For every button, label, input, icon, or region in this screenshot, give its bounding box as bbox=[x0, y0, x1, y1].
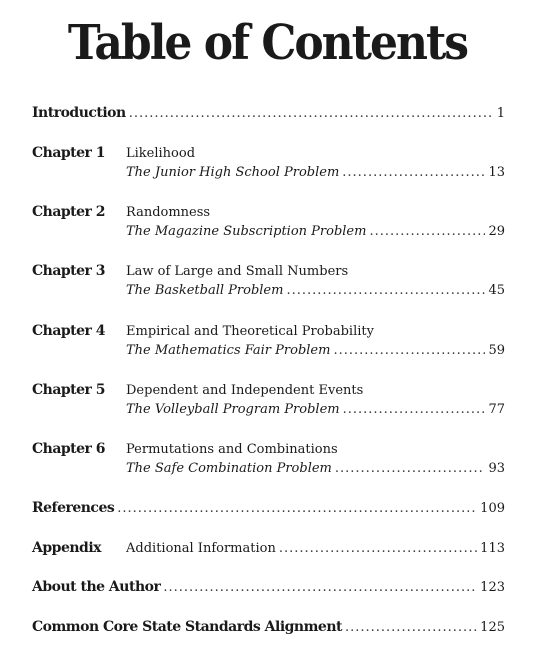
chapter-problem: The Junior High School Problem bbox=[126, 165, 340, 180]
toc-entry-chapter-4[interactable] bbox=[32, 322, 505, 341]
dot-leader bbox=[279, 540, 477, 558]
chapter-label: Chapter 1 bbox=[32, 145, 106, 161]
toc-entry-chapter-1-problem[interactable] bbox=[32, 164, 505, 182]
page-number: 29 bbox=[488, 224, 505, 239]
dot-leader bbox=[335, 460, 486, 478]
toc-entry-about-author[interactable] bbox=[32, 578, 505, 597]
page-number: 45 bbox=[488, 283, 505, 298]
toc-entry-introduction[interactable] bbox=[32, 104, 505, 123]
chapter-label: Chapter 5 bbox=[32, 382, 106, 398]
dot-leader bbox=[342, 164, 485, 182]
page-number: 125 bbox=[480, 620, 505, 635]
toc-entry-standards-alignment[interactable] bbox=[32, 618, 505, 637]
page-number: 59 bbox=[488, 343, 505, 358]
entry-label: About the Author bbox=[32, 579, 161, 595]
chapter-label: Chapter 6 bbox=[32, 441, 106, 457]
toc-entry-chapter-6[interactable] bbox=[32, 440, 505, 459]
toc-entry-chapter-2-problem[interactable] bbox=[32, 223, 505, 241]
chapter-label: Chapter 4 bbox=[32, 323, 106, 339]
chapter-problem: The Volleyball Program Problem bbox=[126, 402, 340, 417]
page-number: 113 bbox=[480, 541, 505, 556]
page-title: Table of Contents bbox=[67, 15, 468, 71]
entry-label: Appendix bbox=[32, 540, 101, 556]
dot-leader bbox=[286, 282, 485, 300]
page-number: 123 bbox=[480, 580, 505, 595]
dot-leader bbox=[333, 342, 485, 360]
dot-leader bbox=[369, 223, 485, 241]
toc-entry-chapter-5-problem[interactable] bbox=[32, 401, 505, 419]
dot-leader bbox=[345, 619, 477, 637]
chapter-problem: The Safe Combination Problem bbox=[126, 461, 332, 476]
toc-entry-chapter-4-problem[interactable] bbox=[32, 342, 505, 360]
toc-entry-chapter-1[interactable] bbox=[32, 144, 505, 163]
dot-leader bbox=[343, 401, 486, 419]
toc-entry-chapter-3[interactable] bbox=[32, 262, 505, 281]
appendix-subtitle: Additional Information bbox=[126, 541, 276, 556]
page-number: 109 bbox=[480, 501, 505, 516]
dot-leader bbox=[117, 500, 477, 518]
chapter-label: Chapter 2 bbox=[32, 204, 106, 220]
toc-entry-chapter-5[interactable] bbox=[32, 381, 505, 400]
chapter-topic: Likelihood bbox=[126, 146, 196, 161]
chapter-topic: Dependent and Independent Events bbox=[126, 383, 364, 398]
chapter-topic: Randomness bbox=[126, 205, 211, 220]
page-number: 77 bbox=[488, 402, 505, 417]
chapter-problem: The Magazine Subscription Problem bbox=[126, 224, 367, 239]
entry-label: Introduction bbox=[32, 105, 126, 121]
dot-leader bbox=[129, 105, 494, 123]
dot-leader bbox=[163, 579, 477, 597]
chapter-topic: Law of Large and Small Numbers bbox=[126, 264, 349, 279]
chapter-label: Chapter 3 bbox=[32, 263, 106, 279]
chapter-topic: Permutations and Combinations bbox=[126, 442, 338, 457]
page-number: 1 bbox=[496, 106, 505, 121]
chapter-problem: The Basketball Problem bbox=[126, 283, 284, 298]
toc-entry-appendix[interactable] bbox=[32, 539, 505, 558]
toc-entry-chapter-2[interactable] bbox=[32, 203, 505, 222]
page-number: 93 bbox=[488, 461, 505, 476]
chapter-problem: The Mathematics Fair Problem bbox=[126, 343, 331, 358]
entry-label: Common Core State Standards Alignment bbox=[32, 619, 342, 635]
toc-entry-chapter-3-problem[interactable] bbox=[32, 282, 505, 300]
toc-entry-references[interactable] bbox=[32, 499, 505, 518]
chapter-topic: Empirical and Theoretical Probability bbox=[126, 324, 374, 339]
page-number: 13 bbox=[488, 165, 505, 180]
toc-entry-chapter-6-problem[interactable] bbox=[32, 460, 505, 478]
entry-label: References bbox=[32, 500, 115, 516]
